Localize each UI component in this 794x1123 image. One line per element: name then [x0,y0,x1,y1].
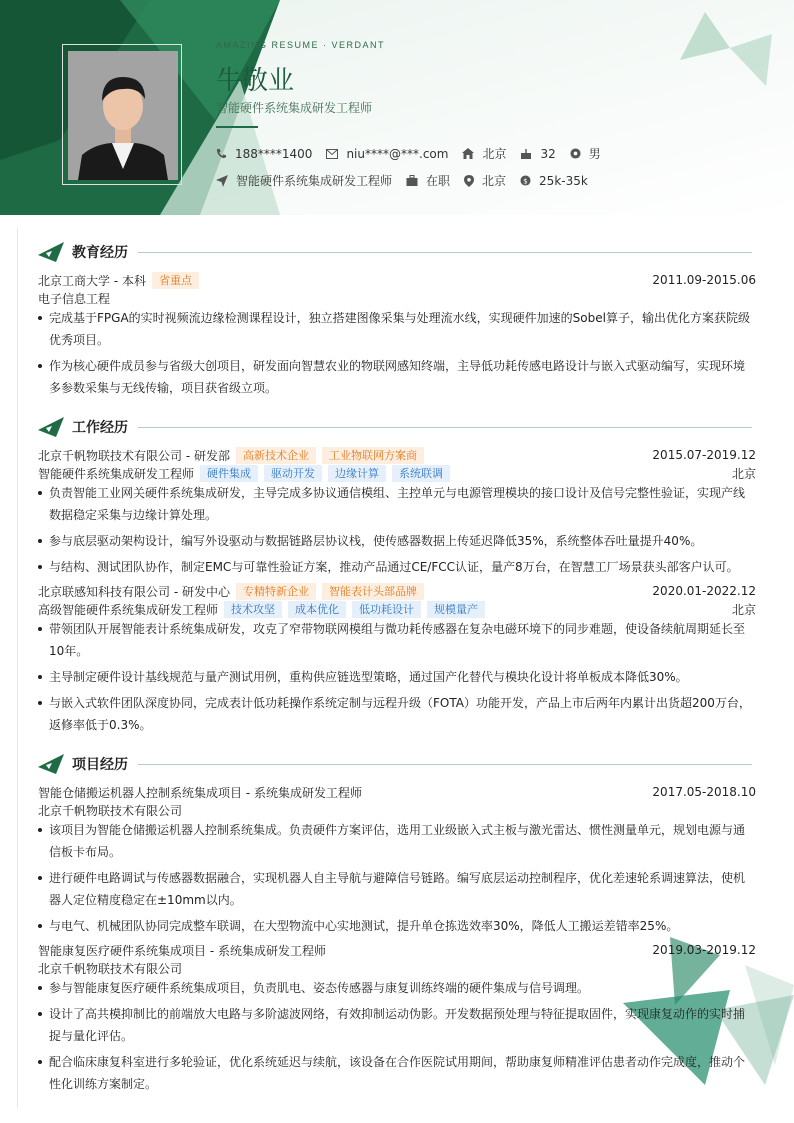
skill-tag: 低功耗设计 [352,601,421,618]
school-line: 北京工商大学 - 本科 [38,273,146,288]
project-dates: 2017.05-2018.10 [652,785,756,799]
email-value: niu****@***.com [346,146,449,161]
education-bullet: 作为核心硬件成员参与省级大创项目，研发面向智慧农业的物联网感知终端，主导低功耗传感电路设计与嵌入式驱动编写，实现环境多参数采集与无线传输，项目获省级立项。 [38,355,756,399]
work-company-row [38,582,756,600]
project-bullet: 进行硬件电路调试与传感器数据融合，实现机器人自主导航与避障信号链路。编写底层运动控制程序，优化差速轮系调速算法，使机器人定位精度稳定在±10mm以内。 [38,867,756,911]
salary-icon [520,175,531,186]
target-city-value: 北京 [482,174,507,188]
project-bullet: 该项目为智能仓储搬运机器人控制系统集成。负责硬件方案评估，选用工业级嵌入式主板与激光雷达、惯性测量单元，规划电源与通信板卡布局。 [38,819,756,863]
company-tag: 工业物联网方案商 [322,447,424,464]
project-bullet: 设计了高共模抑制比的前端放大电路与多阶滤波网络，有效抑制运动伪影。开发数据预处理与特征提取固件，实现康复动作的实时捕捉与量化评估。 [38,1003,756,1047]
skill-tag: 技术攻坚 [224,601,282,618]
work-city: 北京 [731,602,756,617]
role: 高级智能硬件系统集成研发工程师 [38,602,219,617]
info-row-1 [216,145,615,162]
svg-text:$: $ [523,176,528,186]
work-bullet: 带领团队开展智能表计系统集成研发，攻克了窄带物联网模组与微功耗传感器在复杂电磁环境下的同步难题，使设备续航周期延长至10年。 [38,618,756,662]
section-rule [138,252,752,253]
company-tag: 高新技术企业 [236,447,316,464]
gender-icon [570,148,581,159]
age-value: 32 [540,146,556,161]
major: 电子信息工程 [38,291,111,306]
person-name: 牛敬业 [216,66,295,96]
left-rule [17,228,18,1108]
education-dates: 2011.09-2015.06 [652,273,756,287]
skill-tag: 硬件集成 [200,465,258,482]
salary-value: 25k-35k [539,173,588,188]
school-tag: 省重点 [152,272,199,289]
skill-tag: 成本优化 [288,601,346,618]
work-bullet: 主导制定硬件设计基线规范与量产测试用例，重构供应链选型策略，通过国产化替代与模块化设计将单板成本降低30%。 [38,666,756,688]
project-title-row [38,941,756,959]
profile-photo [68,51,178,180]
section-flag-icon [38,242,64,262]
company-tag: 智能表计头部品牌 [322,583,424,600]
education-bullet: 完成基于FPGA的实时视频流边缘检测课程设计，独立搭建图像采集与处理流水线，实现硬件加速的Sobel算子，输出优化方案获院级优秀项目。 [38,307,756,351]
work-city: 北京 [731,466,756,481]
section-flag-icon [38,754,64,774]
home-icon [462,148,474,159]
section-rule [138,427,752,428]
work-company-row [38,446,756,464]
section-education-header [38,242,752,262]
skill-tag: 驱动开发 [264,465,322,482]
project-title: 智能康复医疗硬件系统集成项目 - 系统集成研发工程师 [38,943,326,958]
education-entry [38,271,756,289]
project-bullet: 参与智能康复医疗硬件系统集成项目，负责肌电、姿态传感器与康复训练终端的硬件集成与信号调理。 [38,977,756,999]
skill-tag: 系统联调 [392,465,450,482]
work-bullet: 负责智能工业网关硬件系统集成研发，主导完成多协议通信模组、主控单元与电源管理模块的接口设计及信号完整性验证，实现产线数据稳定采集与边缘计算处理。 [38,482,756,526]
project-title-row [38,783,756,801]
work-bullet: 参与底层驱动架构设计，编写外设驱动与数据链路层协议栈，使传感器数据上传延迟降低35%，系统整体吞吐量提升40%。 [38,530,756,552]
work-dates: 2020.01-2022.12 [652,584,756,598]
company-line: 北京联感知科技有限公司 - 研发中心 [38,584,230,599]
hometown-value: 北京 [482,147,507,161]
skill-tag: 边缘计算 [328,465,386,482]
brand-text: AMAZING RESUME · VERDANT [216,40,386,50]
section-work-header [38,417,752,437]
project-company: 北京千帆物联技术有限公司 [38,961,183,976]
company-line: 北京千帆物联技术有限公司 - 研发部 [38,448,230,463]
title-underline [216,126,258,128]
resume-header [0,0,794,215]
phone-value: 188****1400 [235,146,313,161]
section-flag-icon [38,417,64,437]
target-position-value: 智能硬件系统集成研发工程师 [236,174,393,188]
location-icon [464,175,474,187]
education-major-row [38,289,756,307]
project-company: 北京千帆物联技术有限公司 [38,803,183,818]
status-value: 在职 [426,174,451,188]
work-role-row [38,464,756,482]
project-dates: 2019.03-2019.12 [652,943,756,957]
phone-icon [216,148,227,159]
skill-tag: 规模量产 [427,601,485,618]
company-tag: 专精特新企业 [236,583,316,600]
role: 智能硬件系统集成研发工程师 [38,466,195,481]
work-bullet: 与嵌入式软件团队深度协同，完成表计低功耗操作系统定制与远程升级（FOTA）功能开发，产品上市后两年内累计出货超200万台，返修率低于0.3%。 [38,692,756,736]
work-bullet: 与结构、测试团队协作，制定EMC与可靠性验证方案，推动产品通过CE/FCC认证，量产8万台，在智慧工厂场景获头部客户认可。 [38,556,756,578]
cake-icon [520,148,532,159]
send-icon [216,175,228,187]
section-title: 项目经历 [72,757,128,773]
section-rule [138,764,752,765]
section-title: 教育经历 [72,245,128,261]
project-bullet: 与电气、机械团队协同完成整车联调，在大型物流中心实地测试，提升单仓拣选效率30%，降低人工搬运差错率25%。 [38,915,756,937]
email-icon [326,149,338,159]
info-row-2 [216,172,602,189]
briefcase-icon [406,175,418,186]
project-bullet: 配合临床康复科室进行多轮验证，优化系统延迟与续航，该设备在合作医院试用期间，帮助康复师精准评估患者动作完成度，推动个性化训练方案制定。 [38,1051,756,1095]
project-title: 智能仓储搬运机器人控制系统集成项目 - 系统集成研发工程师 [38,785,362,800]
gender-value: 男 [588,147,601,161]
work-role-row [38,600,756,618]
section-projects-header [38,754,752,774]
project-company-row [38,801,756,819]
project-company-row [38,959,756,977]
work-dates: 2015.07-2019.12 [652,448,756,462]
section-title: 工作经历 [72,420,128,436]
job-title: 智能硬件系统集成研发工程师 [216,101,373,115]
